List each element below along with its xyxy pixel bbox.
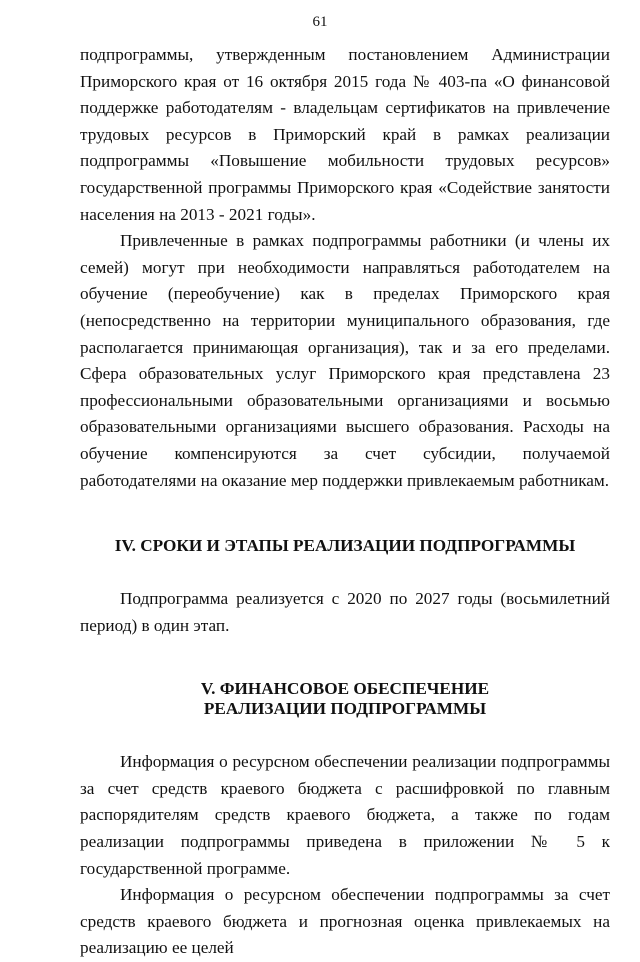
paragraph-continuation: подпрограммы, утвержденным постановлением Администрации Приморского края от 16 октября 2015 года № 403-па «О финансовой поддержке работодателям - владельцам сертификатов на привлечение трудовых ресурсов в Приморский край в рамках реализации подпрограммы «Повышение мобильности трудовых ресурсов» государственной программы Приморского края «Содействие занятости населения на 2013 - 2021 годы». — [80, 45, 610, 224]
paragraph-implementation-period: Подпрограмма реализуется с 2020 по 2027 годы (восьмилетний период) в один этап. — [80, 589, 610, 635]
section-heading-v-line2: РЕАЛИЗАЦИИ ПОДПРОГРАММЫ — [203, 699, 487, 719]
paragraph-workers-training: Привлеченные в рамках подпрограммы работники (и члены их семей) могут при необходимости направляться работодателем на обучение (переобучение) как в пределах Приморского края (непосредственно на территории муниципального образования, где располагается принимающая организация), так и за его пределами. Сфера образовательных услуг Приморского края представлена 23 профессиональными образовательными организациями и восьмью образовательными организациями высшего образования. Расходы на обучение компенсируются за счет субсидии, получаемой работодателями на оказание мер поддержки привлекаемым работникам. — [80, 231, 610, 490]
section-heading-iv: IV. СРОКИ И ЭТАПЫ РЕАЛИЗАЦИИ ПОДПРОГРАММЫ — [114, 536, 576, 556]
section-heading-v-line1: V. ФИНАНСОВОЕ ОБЕСПЕЧЕНИЕ — [200, 679, 490, 699]
paragraph-resource-forecast: Информация о ресурсном обеспечении подпрограммы за счет средств краевого бюджета и прогнозная оценка привлекаемых на реализацию ее целей — [80, 885, 610, 958]
section-heading-v — [80, 679, 610, 719]
page-number: 61 — [312, 14, 328, 30]
paragraph-resource-info: Информация о ресурсном обеспечении реализации подпрограммы за счет средств краевого бюджета с расшифровкой по главным распорядителям средств краевого бюджета, а также по годам реализации подпрограммы приведена в приложении № 5 к государственной программе. — [80, 752, 610, 878]
document-body — [80, 42, 610, 962]
